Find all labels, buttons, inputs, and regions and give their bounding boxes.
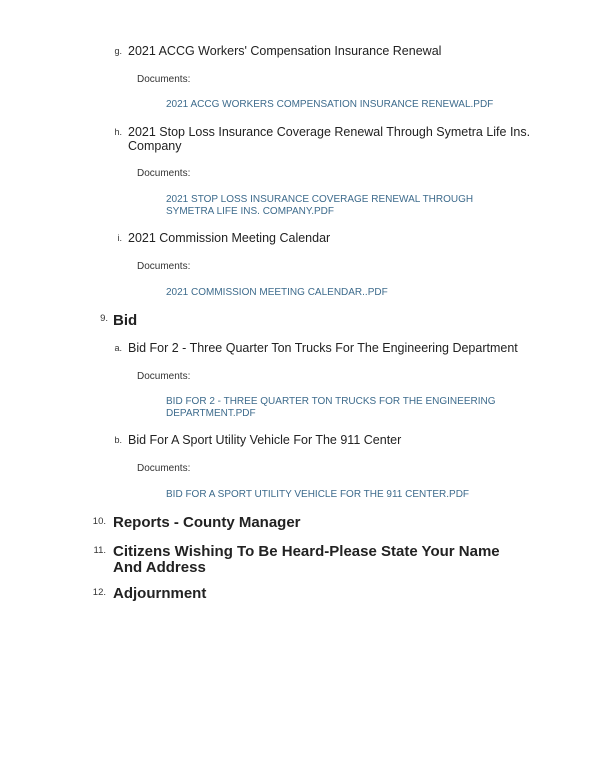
- section-11-title-line1: Citizens Wishing To Be Heard-Please State Your Name: [113, 543, 500, 560]
- item-h-documents-label: Documents:: [137, 168, 191, 179]
- section-10-title: Reports - County Manager: [113, 514, 301, 531]
- item-9a-title: Bid For 2 - Three Quarter Ton Trucks For The Engineering Department: [128, 341, 518, 355]
- section-9-number: 9.: [100, 313, 108, 324]
- item-i-documents-label: Documents:: [137, 261, 191, 272]
- item-9b-documents-label: Documents:: [137, 463, 191, 474]
- item-9b-document-link[interactable]: BID FOR A SPORT UTILITY VEHICLE FOR THE 911 CENTER.PDF: [166, 489, 470, 500]
- item-h-document-link-line1[interactable]: 2021 STOP LOSS INSURANCE COVERAGE RENEWAL THROUGH: [166, 194, 474, 205]
- section-11-title-line2: And Address: [113, 559, 206, 576]
- section-9-title: Bid: [113, 312, 138, 329]
- item-9b-marker: b.: [114, 435, 122, 445]
- item-i-marker: i.: [117, 233, 122, 243]
- item-h-marker: h.: [114, 127, 122, 137]
- item-9b-title: Bid For A Sport Utility Vehicle For The 911 Center: [128, 433, 402, 447]
- item-h-document-link-line2[interactable]: SYMETRA LIFE INS. COMPANY.PDF: [166, 206, 334, 217]
- item-g-title: 2021 ACCG Workers' Compensation Insurance Renewal: [128, 44, 442, 58]
- item-9a-documents-label: Documents:: [137, 371, 191, 382]
- section-10-number: 10.: [92, 516, 106, 527]
- item-h-title-line1: 2021 Stop Loss Insurance Coverage Renewal Through Symetra Life Ins.: [128, 125, 531, 139]
- item-g-document-link[interactable]: 2021 ACCG WORKERS COMPENSATION INSURANCE RENEWAL.PDF: [166, 99, 494, 110]
- item-i-document-link[interactable]: 2021 COMMISSION MEETING CALENDAR..PDF: [166, 287, 388, 298]
- item-h-title-line2: Company: [128, 139, 182, 153]
- item-9a-document-link-line1[interactable]: BID FOR 2 - THREE QUARTER TON TRUCKS FOR THE ENGINEERING: [166, 396, 496, 407]
- section-12-title: Adjournment: [113, 585, 207, 602]
- item-i-title: 2021 Commission Meeting Calendar: [128, 231, 331, 245]
- item-9a-document-link-line2[interactable]: DEPARTMENT.PDF: [166, 408, 256, 419]
- section-12-number: 12.: [92, 587, 106, 598]
- item-g-documents-label: Documents:: [137, 74, 191, 85]
- section-11-number: 11.: [93, 545, 106, 556]
- item-9a-marker: a.: [114, 343, 122, 353]
- item-g-marker: g.: [114, 46, 122, 56]
